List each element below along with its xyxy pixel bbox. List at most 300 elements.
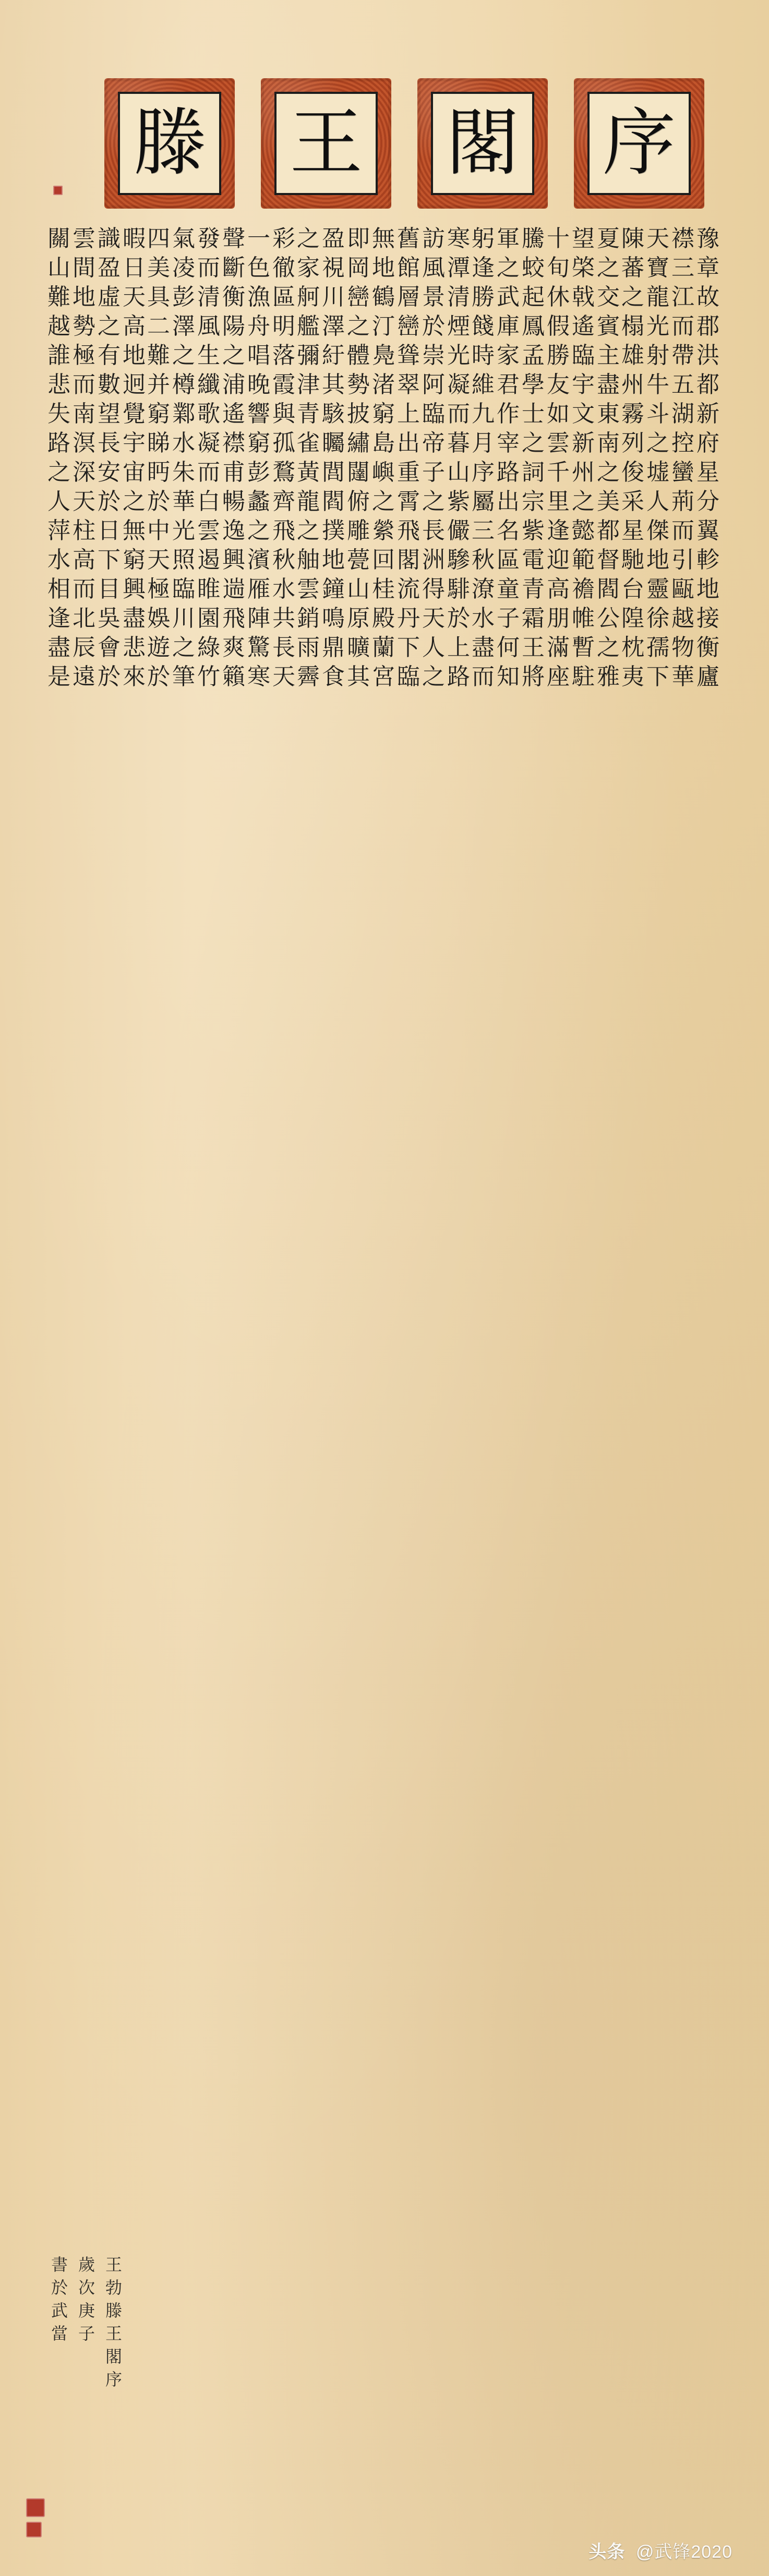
glyph: 明 [272, 313, 295, 340]
glyph: 天 [147, 547, 170, 573]
glyph: 雲 [297, 576, 320, 602]
glyph: 躬 [472, 225, 495, 252]
glyph: 山 [47, 255, 70, 281]
glyph: 鳴 [322, 605, 345, 632]
glyph: 斗 [646, 401, 669, 427]
glyph: 閻 [322, 488, 345, 515]
glyph: 勢 [73, 313, 95, 340]
glyph: 關 [47, 225, 70, 252]
glyph: 物 [671, 634, 694, 661]
glyph: 牛 [646, 371, 669, 398]
glyph: 軍 [497, 225, 520, 252]
glyph: 雕 [347, 517, 370, 544]
glyph: 雲 [197, 517, 220, 544]
glyph: 阿 [422, 371, 445, 398]
text-column [521, 224, 545, 2462]
glyph: 食 [322, 663, 345, 690]
glyph: 竹 [197, 663, 220, 690]
text-column [247, 224, 271, 2462]
glyph: 北 [73, 605, 95, 632]
glyph: 地 [646, 547, 669, 573]
inscription-glyph: 庚 [78, 2301, 95, 2320]
glyph: 而 [671, 517, 694, 544]
glyph: 龍 [646, 284, 669, 310]
glyph: 徹 [272, 255, 295, 281]
glyph: 睢 [197, 576, 220, 602]
glyph: 興 [123, 576, 146, 602]
glyph: 子 [497, 605, 520, 632]
glyph: 郡 [696, 313, 719, 340]
glyph: 宙 [123, 459, 146, 486]
glyph: 風 [197, 313, 220, 340]
glyph: 戟 [572, 284, 595, 310]
glyph: 日 [123, 255, 146, 281]
glyph: 其 [322, 371, 345, 398]
glyph: 餞 [472, 313, 495, 340]
glyph: 逸 [222, 517, 245, 544]
glyph: 而 [197, 459, 220, 486]
glyph: 水 [47, 547, 70, 573]
glyph: 於 [98, 488, 121, 515]
glyph: 長 [272, 634, 295, 661]
glyph: 凌 [172, 255, 195, 281]
glyph: 盈 [322, 225, 345, 252]
glyph: 湖 [671, 401, 694, 427]
glyph: 黃 [297, 459, 320, 486]
glyph: 學 [522, 371, 545, 398]
text-column [696, 224, 720, 2462]
glyph: 澤 [322, 313, 345, 340]
glyph: 難 [147, 342, 170, 369]
inscription-glyph: 次 [78, 2278, 95, 2297]
glyph: 數 [98, 371, 121, 398]
glyph: 舳 [297, 547, 320, 573]
glyph: 二 [147, 313, 170, 340]
glyph: 窮 [372, 401, 395, 427]
glyph: 盈 [98, 255, 121, 281]
glyph: 襟 [222, 430, 245, 456]
glyph: 俯 [347, 488, 370, 515]
glyph: 作 [497, 401, 520, 427]
glyph: 州 [621, 371, 644, 398]
glyph: 勝 [547, 342, 570, 369]
glyph: 下 [646, 663, 669, 690]
glyph: 路 [47, 430, 70, 456]
glyph: 雨 [297, 634, 320, 661]
text-column [346, 224, 370, 2462]
glyph: 之 [422, 663, 445, 690]
glyph: 三 [671, 255, 694, 281]
glyph: 重 [397, 459, 420, 486]
glyph: 青 [522, 576, 545, 602]
glyph: 會 [98, 634, 121, 661]
glyph: 州 [572, 459, 595, 486]
glyph: 區 [497, 547, 520, 573]
main-text-block [47, 224, 720, 2462]
glyph: 無 [372, 225, 395, 252]
glyph: 風 [422, 255, 445, 281]
glyph: 甌 [671, 576, 694, 602]
glyph: 文 [572, 401, 595, 427]
glyph: 高 [547, 576, 570, 602]
glyph: 於 [147, 488, 170, 515]
glyph: 龍 [297, 488, 320, 515]
small-red-seal [53, 186, 63, 195]
glyph: 青 [297, 401, 320, 427]
glyph: 纖 [197, 371, 220, 398]
text-column [671, 224, 695, 2462]
glyph: 撲 [322, 517, 345, 544]
glyph: 園 [197, 605, 220, 632]
glyph: 而 [197, 255, 220, 281]
glyph: 屬 [472, 488, 495, 515]
glyph: 地 [73, 284, 95, 310]
glyph: 殿 [372, 605, 395, 632]
glyph: 駭 [322, 401, 345, 427]
glyph: 盡 [597, 371, 620, 398]
glyph: 將 [522, 663, 545, 690]
glyph: 是 [47, 663, 70, 690]
glyph: 上 [397, 401, 420, 427]
glyph: 美 [597, 488, 620, 515]
glyph: 臨 [422, 401, 445, 427]
glyph: 臨 [572, 342, 595, 369]
glyph: 水 [472, 605, 495, 632]
glyph: 遏 [197, 547, 220, 573]
glyph: 之 [597, 255, 620, 281]
text-column [321, 224, 345, 2462]
glyph: 盡 [47, 634, 70, 661]
glyph: 廬 [696, 663, 719, 690]
watermark-brand: 头条 [588, 2542, 626, 2562]
glyph: 暇 [123, 225, 146, 252]
glyph: 川 [322, 284, 345, 310]
glyph: 而 [73, 576, 95, 602]
glyph: 下 [397, 634, 420, 661]
glyph: 津 [297, 371, 320, 398]
glyph: 里 [547, 488, 570, 515]
glyph: 飛 [222, 605, 245, 632]
glyph: 鳳 [522, 313, 545, 340]
glyph: 儼 [447, 517, 470, 544]
glyph: 光 [172, 517, 195, 544]
glyph: 帷 [572, 605, 595, 632]
glyph: 之 [522, 430, 545, 456]
glyph: 甫 [222, 459, 245, 486]
glyph: 臨 [397, 663, 420, 690]
glyph: 崇 [422, 342, 445, 369]
glyph: 鶴 [372, 284, 395, 310]
glyph: 盡 [123, 605, 146, 632]
glyph: 凝 [197, 430, 220, 456]
glyph: 之 [597, 459, 620, 486]
glyph: 而 [73, 371, 95, 398]
text-column [447, 224, 471, 2462]
glyph: 睇 [147, 430, 170, 456]
glyph: 士 [522, 401, 545, 427]
glyph: 難 [47, 284, 70, 310]
glyph: 人 [646, 488, 669, 515]
glyph: 悲 [123, 634, 146, 661]
glyph: 天 [73, 488, 95, 515]
glyph: 於 [147, 663, 170, 690]
glyph: 間 [73, 255, 95, 281]
signature-seal-red [26, 2498, 45, 2517]
glyph: 即 [347, 225, 370, 252]
glyph: 舟 [247, 313, 270, 340]
glyph: 南 [73, 401, 95, 427]
glyph: 懿 [572, 517, 595, 544]
glyph: 失 [47, 401, 70, 427]
glyph: 體 [347, 342, 370, 369]
glyph: 潭 [447, 255, 470, 281]
glyph: 九 [472, 401, 495, 427]
text-column [471, 224, 495, 2462]
inscription-glyph: 子 [78, 2324, 95, 2343]
glyph: 蕃 [621, 255, 644, 281]
glyph: 王 [522, 634, 545, 661]
glyph: 鐘 [322, 576, 345, 602]
glyph: 雁 [247, 576, 270, 602]
glyph: 朋 [547, 605, 570, 632]
glyph: 隍 [621, 605, 644, 632]
glyph: 孤 [272, 430, 295, 456]
glyph: 駐 [572, 663, 595, 690]
glyph: 宇 [572, 371, 595, 398]
inscription-column [48, 2253, 71, 2545]
glyph: 霧 [621, 401, 644, 427]
glyph: 人 [422, 634, 445, 661]
glyph: 東 [597, 401, 620, 427]
glyph: 夏 [597, 225, 620, 252]
glyph: 引 [671, 547, 694, 573]
glyph: 其 [347, 663, 370, 690]
glyph: 地 [696, 576, 719, 602]
glyph: 披 [347, 401, 370, 427]
glyph: 騑 [447, 576, 470, 602]
glyph: 視 [322, 255, 345, 281]
glyph: 縈 [372, 517, 395, 544]
glyph: 休 [547, 284, 570, 310]
glyph: 遄 [222, 576, 245, 602]
glyph: 章 [696, 255, 719, 281]
watermark [588, 2537, 732, 2563]
glyph: 控 [671, 430, 694, 456]
glyph: 長 [422, 517, 445, 544]
glyph: 歌 [197, 401, 220, 427]
glyph: 眄 [147, 459, 170, 486]
glyph: 雅 [597, 663, 620, 690]
glyph: 範 [572, 547, 595, 573]
glyph: 翼 [696, 517, 719, 544]
glyph: 下 [98, 547, 121, 573]
glyph: 層 [397, 284, 420, 310]
glyph: 舸 [297, 284, 320, 310]
glyph: 之 [98, 313, 121, 340]
glyph: 府 [696, 430, 719, 456]
glyph: 襜 [572, 576, 595, 602]
glyph: 鄴 [172, 401, 195, 427]
text-column [72, 224, 96, 2462]
glyph: 爽 [222, 634, 245, 661]
glyph: 荊 [671, 488, 694, 515]
glyph: 與 [272, 401, 295, 427]
text-column [222, 224, 246, 2462]
glyph: 彩 [272, 225, 295, 252]
glyph: 榻 [621, 313, 644, 340]
glyph: 之 [646, 430, 669, 456]
glyph: 雄 [621, 342, 644, 369]
text-column [197, 224, 221, 2462]
text-column [172, 224, 196, 2462]
glyph: 豫 [696, 225, 719, 252]
glyph: 丹 [397, 605, 420, 632]
glyph: 彭 [172, 284, 195, 310]
glyph: 晚 [247, 371, 270, 398]
glyph: 雲 [73, 225, 95, 252]
glyph: 具 [147, 284, 170, 310]
glyph: 交 [597, 284, 620, 310]
glyph: 鶩 [272, 459, 295, 486]
glyph: 紆 [322, 342, 345, 369]
glyph: 宮 [372, 663, 395, 690]
glyph: 川 [172, 605, 195, 632]
glyph: 人 [47, 488, 70, 515]
glyph: 武 [497, 284, 520, 310]
glyph: 甍 [347, 547, 370, 573]
glyph: 之 [297, 517, 320, 544]
glyph: 滿 [547, 634, 570, 661]
glyph: 霜 [522, 605, 545, 632]
glyph: 之 [372, 488, 395, 515]
glyph: 翠 [397, 371, 420, 398]
glyph: 地 [123, 342, 146, 369]
glyph: 美 [147, 255, 170, 281]
glyph: 無 [123, 517, 146, 544]
glyph: 地 [322, 547, 345, 573]
glyph: 彌 [297, 342, 320, 369]
glyph: 相 [47, 576, 70, 602]
glyph: 起 [522, 284, 545, 310]
glyph: 蠻 [671, 459, 694, 486]
glyph: 新 [696, 401, 719, 427]
glyph: 帶 [671, 342, 694, 369]
glyph: 華 [671, 663, 694, 690]
glyph: 四 [147, 225, 170, 252]
glyph: 萍 [47, 517, 70, 544]
glyph: 聳 [397, 342, 420, 369]
glyph: 潦 [472, 576, 495, 602]
inscription-glyph: 武 [51, 2301, 68, 2320]
glyph: 地 [372, 255, 395, 281]
glyph: 三 [472, 517, 495, 544]
glyph: 島 [372, 430, 395, 456]
glyph: 山 [447, 459, 470, 486]
inscription-glyph: 當 [51, 2324, 68, 2343]
glyph: 照 [172, 547, 195, 573]
glyph: 區 [272, 284, 295, 310]
glyph: 采 [621, 488, 644, 515]
glyph: 嶼 [372, 459, 395, 486]
glyph: 故 [696, 284, 719, 310]
glyph: 分 [696, 488, 719, 515]
text-column [272, 224, 296, 2462]
title-seal-3 [261, 78, 391, 209]
glyph: 迎 [547, 547, 570, 573]
glyph: 澤 [172, 313, 195, 340]
glyph: 南 [597, 430, 620, 456]
glyph: 漁 [247, 284, 270, 310]
glyph: 清 [447, 284, 470, 310]
glyph: 寒 [447, 225, 470, 252]
glyph: 都 [597, 517, 620, 544]
glyph: 維 [472, 371, 495, 398]
glyph: 天 [272, 663, 295, 690]
glyph: 之 [597, 634, 620, 661]
inscription-glyph: 閣 [105, 2347, 122, 2366]
glyph: 窮 [147, 401, 170, 427]
glyph: 窮 [123, 547, 146, 573]
glyph: 墟 [646, 459, 669, 486]
glyph: 衡 [222, 284, 245, 310]
glyph: 矚 [322, 430, 345, 456]
glyph: 覺 [123, 401, 146, 427]
title-char-4: 滕 [118, 92, 221, 195]
glyph: 於 [98, 663, 121, 690]
glyph: 濱 [247, 547, 270, 573]
glyph: 巒 [347, 284, 370, 310]
glyph: 之 [123, 488, 146, 515]
glyph: 天 [123, 284, 146, 310]
glyph: 時 [472, 342, 495, 369]
glyph: 洲 [422, 547, 445, 573]
glyph: 落 [272, 342, 295, 369]
glyph: 如 [547, 401, 570, 427]
glyph: 秋 [272, 547, 295, 573]
glyph: 序 [472, 459, 495, 486]
glyph: 齊 [272, 488, 295, 515]
glyph: 艦 [297, 313, 320, 340]
glyph: 之 [572, 488, 595, 515]
glyph: 桂 [372, 576, 395, 602]
glyph: 孟 [522, 342, 545, 369]
glyph: 長 [98, 430, 121, 456]
glyph: 彭 [247, 459, 270, 486]
glyph: 光 [646, 313, 669, 340]
glyph: 上 [447, 634, 470, 661]
glyph: 假 [547, 313, 570, 340]
glyph: 望 [98, 401, 121, 427]
glyph: 驂 [447, 547, 470, 573]
glyph: 庫 [497, 313, 520, 340]
glyph: 夷 [621, 663, 644, 690]
glyph: 天 [422, 605, 445, 632]
glyph: 發 [197, 225, 220, 252]
glyph: 景 [422, 284, 445, 310]
glyph: 吳 [98, 605, 121, 632]
glyph: 俊 [621, 459, 644, 486]
glyph: 督 [597, 547, 620, 573]
glyph: 遊 [147, 634, 170, 661]
glyph: 棨 [572, 255, 595, 281]
glyph: 於 [447, 605, 470, 632]
glyph: 煙 [447, 313, 470, 340]
text-column [596, 224, 620, 2462]
title-seal-1 [574, 78, 704, 209]
inscription-glyph: 王 [105, 2255, 122, 2275]
glyph: 而 [447, 401, 470, 427]
glyph: 聲 [222, 225, 245, 252]
